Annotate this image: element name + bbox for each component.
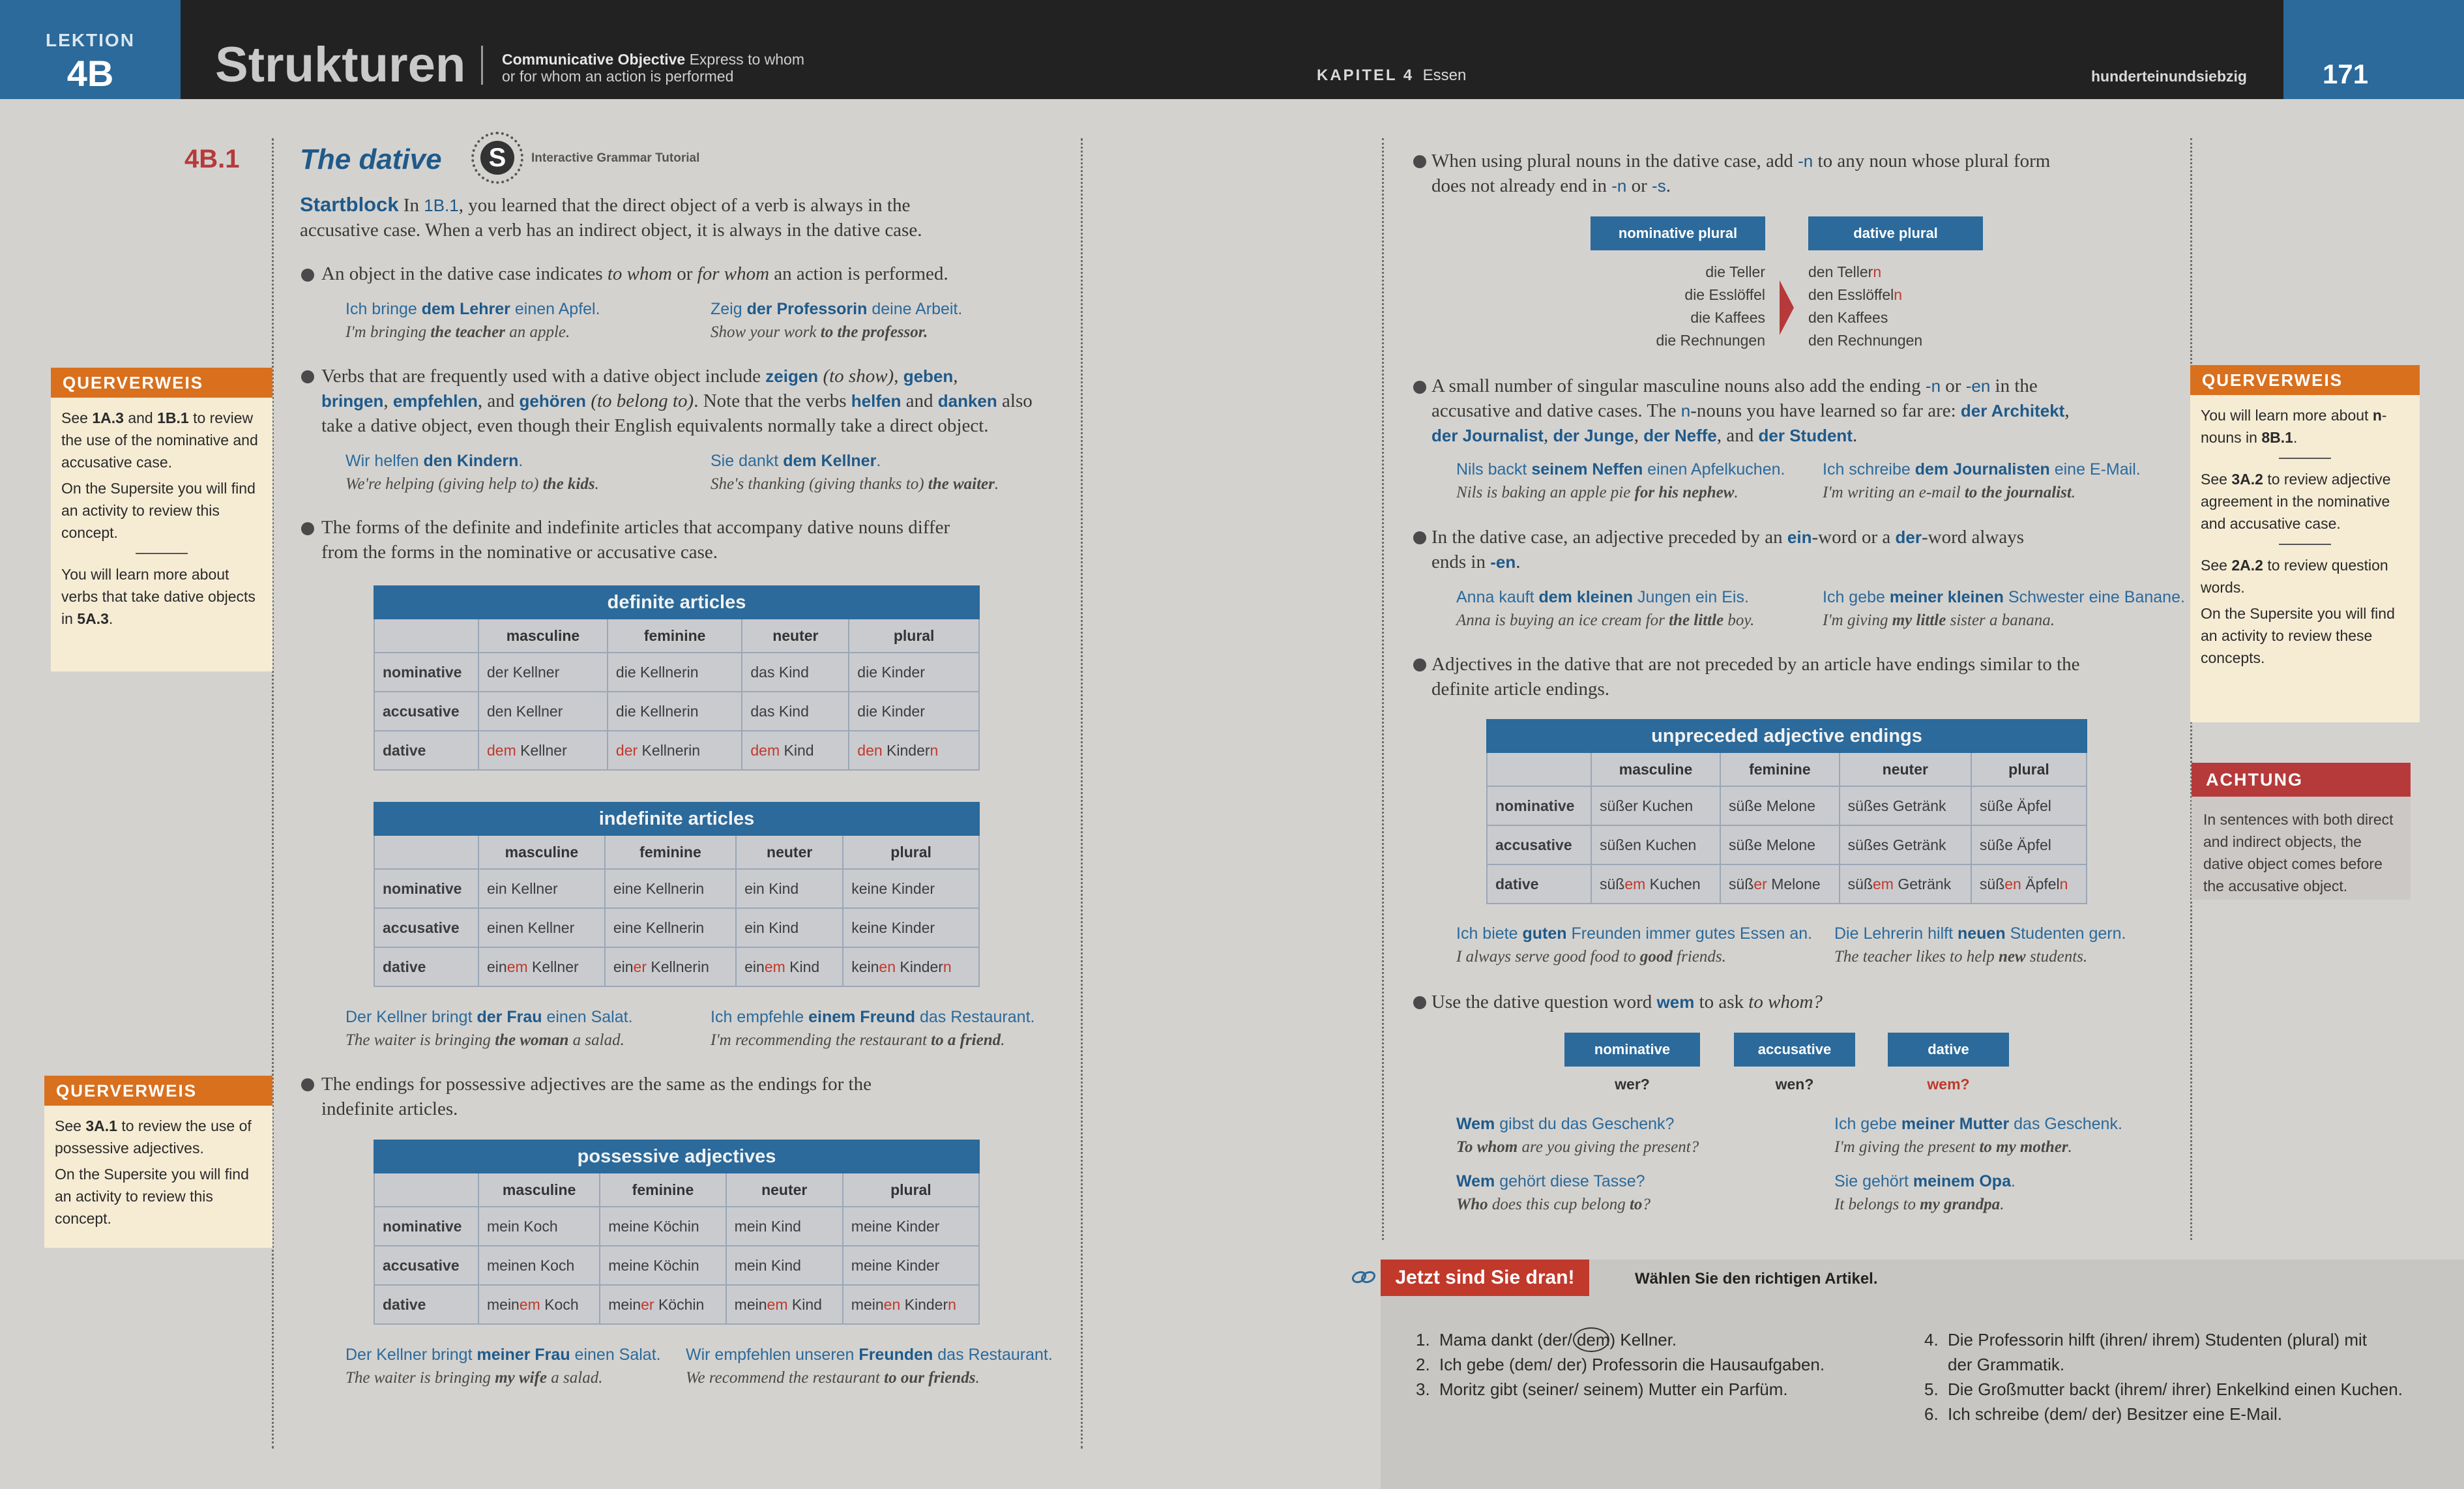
activity-item: 1. Mama dankt (der/ dem) Kellner. (1416, 1330, 1677, 1349)
querverweis-box-1: QUERVERWEIS See 1A.3 and 1B.1 to review the use of the nominative and accusative case. On the Supersite you will find an activity to review this concept. You will learn more about verbs that take dative objects in 5A.3. (51, 368, 272, 671)
right-page-rule (1382, 138, 1384, 1240)
definite-articles-table: definite articles masculine feminine neuter plural nominative der Kellner die Kellnerin das Kind die Kinder accusative den Kellner die Kellnerin das Kind die Kinder dative dem Kellner der Kellnerin dem Kind den Kindern (374, 585, 980, 771)
example-4b: Wir empfehlen unseren Freunden das Restaurant. We recommend the restaurant to our friends. (686, 1346, 1053, 1387)
table-row: nominative süßer Kuchen süße Melone süßes Getränk süße Äpfel (1487, 786, 2087, 825)
example-8a: Wem gibst du das Geschenk? To whom are you giving the present? (1456, 1115, 1699, 1156)
bullet (1413, 996, 1426, 1009)
table-row: accusative einen Kellner eine Kellnerin ein Kind keine Kinder (374, 908, 979, 947)
lektion-tab (0, 0, 181, 99)
page-title: Strukturen (215, 37, 466, 93)
bullet (1413, 531, 1426, 544)
table-row: nominative ein Kellner eine Kellnerin ein Kind keine Kinder (374, 869, 979, 908)
activity-item: 4. Die Professorin hilft (ihren/ ihrem) Studenten (plural) mit (1924, 1330, 2368, 1349)
table-row: dative süßem Kuchen süßer Melone süßem Getränk süßen Äpfeln (1487, 864, 2087, 904)
bullet-n-nouns: A small number of singular masculine nouns also add the ending -n or -en in the accusative and dative cases. The n-nouns you have learned so far are: der Architekt, der Journalist, der Junge, der Neffe, and der Student. (1431, 376, 2070, 446)
dative-plural-list: den Tellern den Esslöffeln den Kaffees den Rechnungen (1808, 263, 1923, 349)
bullet-article-forms: The forms of the definite and indefinite articles that accompany dative nouns differ from the forms in the nominative or accusative case. (321, 517, 950, 563)
unpreceded-adjective-table: unpreceded adjective endings masculine feminine neuter plural nominative süßer Kuchen süße Melone süßes Getränk süße Äpfel accusative süßen Kuchen süße Melone süßes Getränk süße Äpfel dative süßem Kuchen süßer Melone süßem Getränk süßen Äpfeln (1486, 719, 2087, 904)
accusative-header: accusative (1734, 1033, 1855, 1067)
example-1a: Ich bringe dem Lehrer einen Apfel. I'm bringing the teacher an apple. (345, 300, 600, 341)
lektion-number: 4B (66, 53, 114, 94)
bullet (301, 1078, 314, 1091)
table-row: accusative den Kellner die Kellnerin das Kind die Kinder (374, 692, 979, 731)
startblock-paragraph: Startblock In 1B.1, you learned that the direct object of a verb is always in the accusative case. When a verb has an indirect object, it is always in the dative case. (300, 193, 922, 241)
left-margin-rule (272, 138, 274, 1449)
supersite-icon[interactable]: S (471, 132, 523, 184)
tutorial-link[interactable]: Interactive Grammar Tutorial (531, 151, 700, 165)
section-title: The dative (300, 143, 442, 175)
bullet-possessive: The endings for possessive adjectives are the same as the endings for the indefinite articles. (321, 1074, 872, 1119)
table-title: definite articles (374, 586, 979, 619)
example-3a: Der Kellner bringt der Frau einen Salat. The waiter is bringing the woman a salad. (345, 1008, 633, 1049)
example-8c: Wem gehört diese Tasse? Who does this cup belong to? (1456, 1172, 1650, 1213)
example-7a: Ich biete guten Freunden immer gutes Essen an. I always serve good food to good friends. (1456, 924, 1813, 966)
nominative-plural-header: nominative plural (1591, 216, 1765, 250)
question-word-wen: wen? (1775, 1076, 1814, 1093)
bullet-unpreceded-adjectives: Adjectives in the dative that are not preceded by an article have endings similar to the definite article endings. (1431, 654, 2080, 700)
page-number-word: hunderteinundsiebzig (2091, 68, 2247, 85)
example-3b: Ich empfehle einem Freund das Restaurant. I'm recommending the restaurant to a friend. (711, 1008, 1035, 1049)
bullet (1413, 658, 1426, 671)
querverweis-box-3: QUERVERWEIS You will learn more about n-nouns in 8B.1. See 3A.2 to review adjective agreement in the nominative and accusative case. See 2A.2 to review question words. On the Supersite you will find an activity to review these concepts. (2190, 365, 2420, 722)
example-1b: Zeig der Professorin deine Arbeit. Show your work to the professor. (711, 300, 963, 341)
bullet (301, 522, 314, 535)
table-row: nominative mein Koch meine Köchin mein Kind meine Kinder (374, 1207, 979, 1246)
activity-item: 2. Ich gebe (dem/ der) Professorin die Hausaufgaben. (1416, 1355, 1825, 1374)
example-5b: Ich schreibe dem Journalisten eine E-Mail. I'm writing an e-mail to the journalist. (1823, 460, 2141, 501)
indefinite-articles-table: indefinite articles masculine feminine neuter plural nominative ein Kellner eine Kellnerin ein Kind keine Kinder accusative einen Kellner eine Kellnerin ein Kind keine Kinder dative einem Kellner einer Kellnerin einem Kind keinen Kindern (374, 802, 980, 987)
title-divider (481, 46, 483, 85)
nominative-header: nominative (1564, 1033, 1700, 1067)
bullet-question-word: Use the dative question word wem to ask to whom? (1431, 992, 1823, 1012)
possessive-adjectives-table: possessive adjectives masculine feminine neuter plural nominative mein Koch meine Köchin mein Kind meine Kinder accusative meinen Koch meine Köchin mein Kind meine Kinder dative meinem Koch meiner Köchin meinem Kind meinen Kindern (374, 1140, 980, 1325)
table-row: accusative süßen Kuchen süße Melone süßes Getränk süße Äpfel (1487, 825, 2087, 864)
nominative-plural-list: die Teller die Esslöffel die Kaffees die Rechnungen (1656, 263, 1765, 349)
table-row: accusative meinen Koch meine Köchin mein Kind meine Kinder (374, 1246, 979, 1285)
bullet (301, 370, 314, 383)
table-title: unpreceded adjective endings (1487, 720, 2087, 752)
example-6a: Anna kauft dem kleinen Jungen ein Eis. Anna is buying an ice cream for the little boy. (1456, 588, 1755, 629)
bullet-dative-meaning: An object in the dative case indicates to whom or for whom an action is performed. (321, 263, 948, 284)
example-8b: Ich gebe meiner Mutter das Geschenk. I'm giving the present to my mother. (1834, 1115, 2122, 1156)
table-title: indefinite articles (374, 803, 979, 835)
activity-item: der Grammatik. (1948, 1355, 2065, 1374)
activity-item: 3. Moritz gibt (seiner/ seinem) Mutter ein Parfüm. (1416, 1379, 1788, 1399)
lektion-label: LEKTION (46, 30, 135, 50)
bullet (1413, 155, 1426, 168)
bullet-preceded-adjectives: In the dative case, an adjective preceded by an ein-word or a der-word always ends in -en. (1431, 527, 2025, 572)
section-number: 4B.1 (184, 145, 240, 173)
page-number: 171 (2283, 0, 2464, 99)
bullet (1413, 381, 1426, 394)
table-row: nominative der Kellner die Kellnerin das Kind die Kinder (374, 653, 979, 692)
link-icon[interactable] (1351, 1267, 1377, 1287)
table-row: dative dem Kellner der Kellnerin dem Kind den Kindern (374, 731, 979, 770)
table-row: dative meinem Koch meiner Köchin meinem Kind meinen Kindern (374, 1285, 979, 1324)
table-title: possessive adjectives (374, 1140, 979, 1173)
communicative-objective: Communicative Objective Express to whom or for whom an action is performed (502, 51, 804, 85)
activity-title: Jetzt sind Sie dran! (1381, 1260, 1589, 1296)
activity-item: 5. Die Großmutter backt (ihrem/ ihrer) Enkelkind einen Kuchen. (1924, 1379, 2403, 1399)
table-row: dative einem Kellner einer Kellnerin einem Kind keinen Kindern (374, 947, 979, 986)
bullet (301, 269, 314, 282)
question-word-wer: wer? (1615, 1076, 1650, 1093)
bullet-plural-dative: When using plural nouns in the dative case, add -n to any noun whose plural form does not already end in -n or -s. (1431, 151, 2051, 196)
activity-instructions: Wählen Sie den richtigen Artikel. (1635, 1270, 1878, 1288)
activity-item: 6. Ich schreibe (dem/ der) Besitzer eine E-Mail. (1924, 1404, 2282, 1424)
question-word-wem: wem? (1927, 1076, 1970, 1093)
example-8d: Sie gehört meinem Opa. It belongs to my grandpa. (1834, 1172, 2016, 1213)
activity-items-left (1416, 1327, 1825, 1402)
example-7b: Die Lehrerin hilft neuen Studenten gern. The teacher likes to help new students. (1834, 924, 2126, 966)
arrow-icon (1778, 280, 1795, 335)
left-page-rule (1081, 138, 1083, 1449)
example-4a: Der Kellner bringt meiner Frau einen Salat. The waiter is bringing my wife a salad. (345, 1346, 661, 1387)
example-6b: Ich gebe meiner kleinen Schwester eine Banane. I'm giving my little sister a banana. (1823, 588, 2185, 629)
chapter-label: KAPITEL 4 Essen (1317, 66, 1467, 84)
example-2b: Sie dankt dem Kellner. She's thanking (giving thanks to) the waiter. (711, 452, 999, 493)
activity-items-right (1924, 1327, 2403, 1426)
achtung-box: ACHTUNG In sentences with both direct and indirect objects, the dative object comes before the accusative object. (2192, 763, 2411, 900)
bullet-dative-verbs: Verbs that are frequently used with a dative object include zeigen (to show), geben, bringen, empfehlen, and gehören (to belong to). Note that the verbs helfen and danken also take a dative object, even though their English equivalents normally take a direct object. (321, 366, 1033, 436)
example-2a: Wir helfen den Kindern. We're helping (giving help to) the kids. (345, 452, 599, 493)
querverweis-box-2: QUERVERWEIS See 3A.1 to review the use of possessive adjectives. On the Supersite you will find an activity to review this concept. (44, 1076, 272, 1248)
dative-plural-header: dative plural (1808, 216, 1983, 250)
dative-header: dative (1888, 1033, 2009, 1067)
answer-circle (1573, 1327, 1609, 1352)
example-5a: Nils backt seinem Neffen einen Apfelkuchen. Nils is baking an apple pie for his nephew. (1456, 460, 1785, 501)
